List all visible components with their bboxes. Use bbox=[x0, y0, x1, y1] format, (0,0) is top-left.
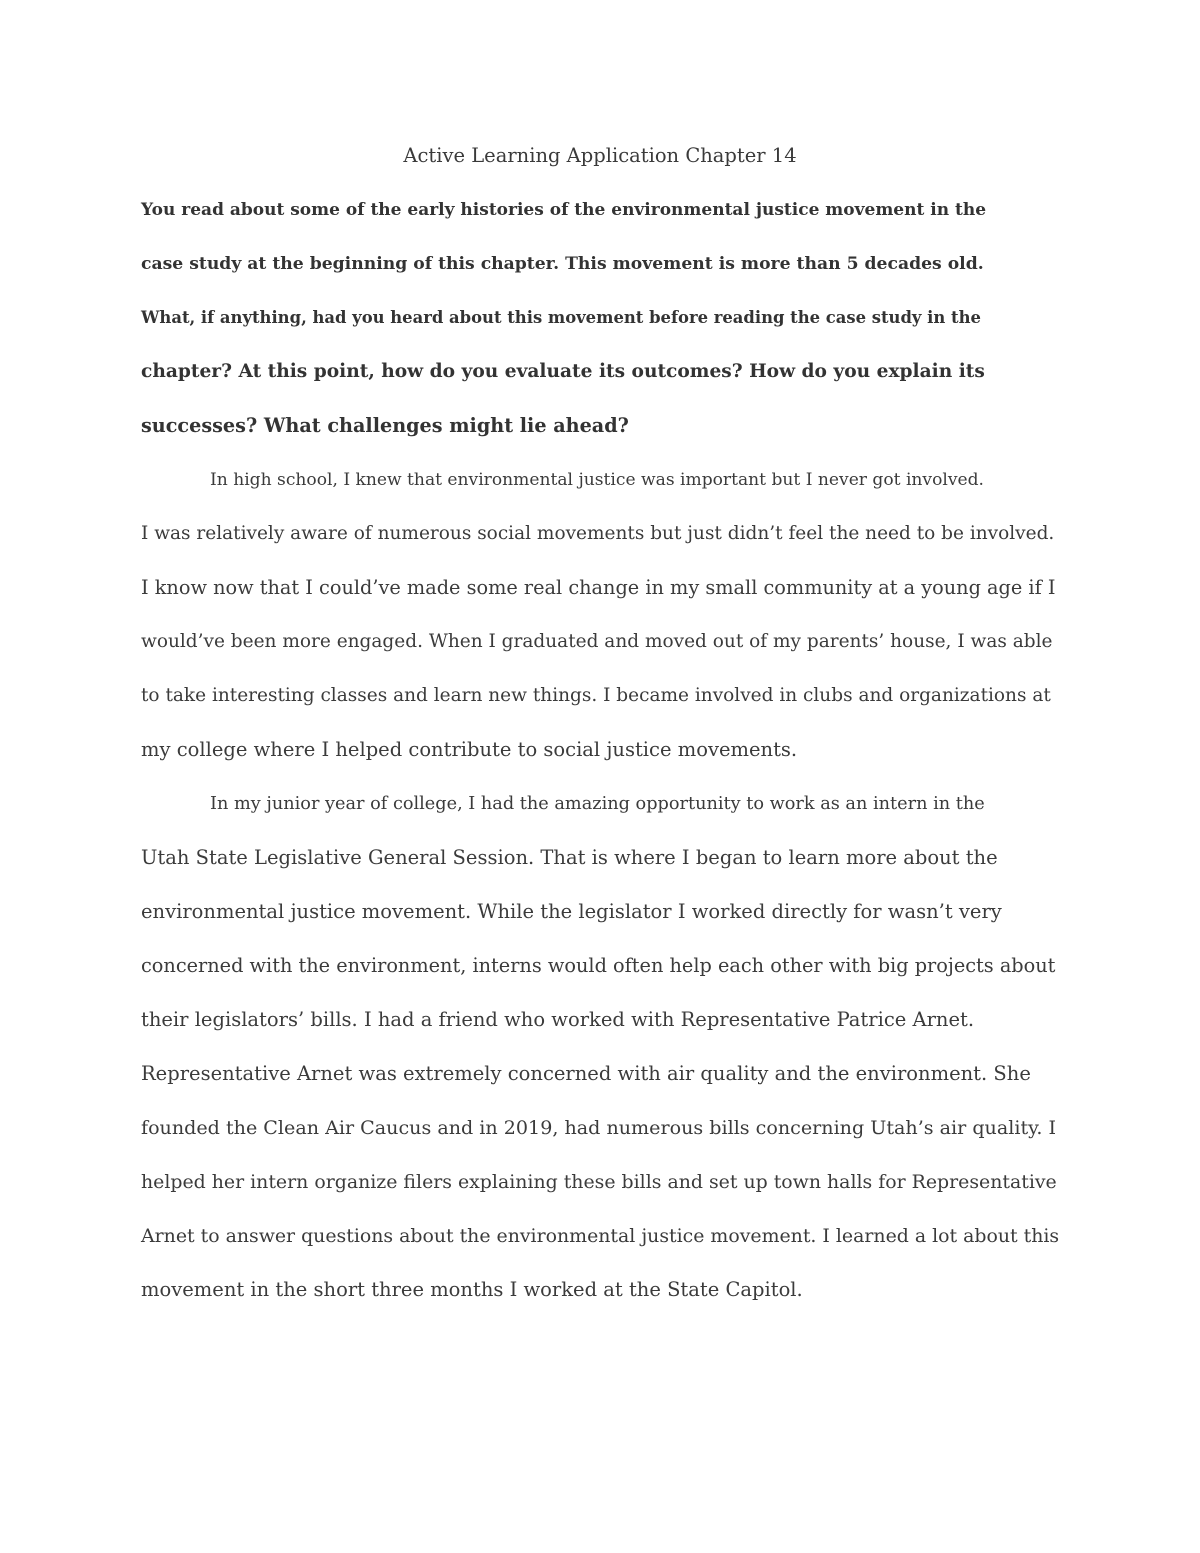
prompt-line: chapter? At this point, how do you evaluate its outcomes? How do you explain its bbox=[141, 361, 985, 382]
paragraph-line: Representative Arnet was extremely concerned with air quality and the environment. She bbox=[141, 1062, 1031, 1085]
document-body bbox=[141, 129, 1059, 1317]
paragraph-line: I know now that I could’ve made some real change in my small community at a young age if I bbox=[141, 576, 1056, 599]
paragraph-line: Arnet to answer questions about the environmental justice movement. I learned a lot about this bbox=[141, 1225, 1060, 1247]
response-paragraph-2 bbox=[141, 777, 1059, 1317]
prompt-line: case study at the beginning of this chapter. This movement is more than 5 decades old. bbox=[141, 254, 984, 274]
prompt-line: What, if anything, had you heard about this movement before reading the case study in the bbox=[141, 308, 981, 327]
paragraph-line: their legislators’ bills. I had a friend who worked with Representative Patrice Arnet. bbox=[141, 1008, 975, 1031]
paragraph-line: to take interesting classes and learn new things. I became involved in clubs and organizations at bbox=[141, 685, 1051, 706]
prompt-line: successes? What challenges might lie ahead? bbox=[141, 414, 629, 437]
paragraph-line: I was relatively aware of numerous social movements but just didn’t feel the need to be involved. bbox=[141, 523, 1055, 544]
paragraph-line: Utah State Legislative General Session. That is where I began to learn more about the bbox=[141, 846, 998, 869]
paragraph-line: helped her intern organize filers explaining these bills and set up town halls for Representative bbox=[141, 1171, 1057, 1193]
paragraph-line: environmental justice movement. While the legislator I worked directly for wasn’t very bbox=[141, 900, 1002, 923]
paragraph-line: In my junior year of college, I had the amazing opportunity to work as an intern in the bbox=[210, 794, 985, 814]
prompt-line: You read about some of the early histories of the environmental justice movement in the bbox=[141, 200, 987, 220]
paragraph-line: In high school, I knew that environmental justice was important but I never got involved. bbox=[210, 470, 984, 490]
paragraph-line: my college where I helped contribute to social justice movements. bbox=[141, 738, 798, 761]
assignment-prompt bbox=[141, 183, 1059, 453]
paragraph-line: founded the Clean Air Caucus and in 2019, had numerous bills concerning Utah’s air quality. I bbox=[141, 1116, 1057, 1139]
paragraph-line: concerned with the environment, interns would often help each other with big projects about bbox=[141, 954, 1056, 977]
paragraph-line: movement in the short three months I worked at the State Capitol. bbox=[141, 1278, 803, 1301]
response-paragraph-1 bbox=[141, 453, 1059, 777]
document-title: Active Learning Application Chapter 14 bbox=[403, 144, 797, 167]
paragraph-line: would’ve been more engaged. When I graduated and moved out of my parents’ house, I was able bbox=[141, 631, 1053, 652]
